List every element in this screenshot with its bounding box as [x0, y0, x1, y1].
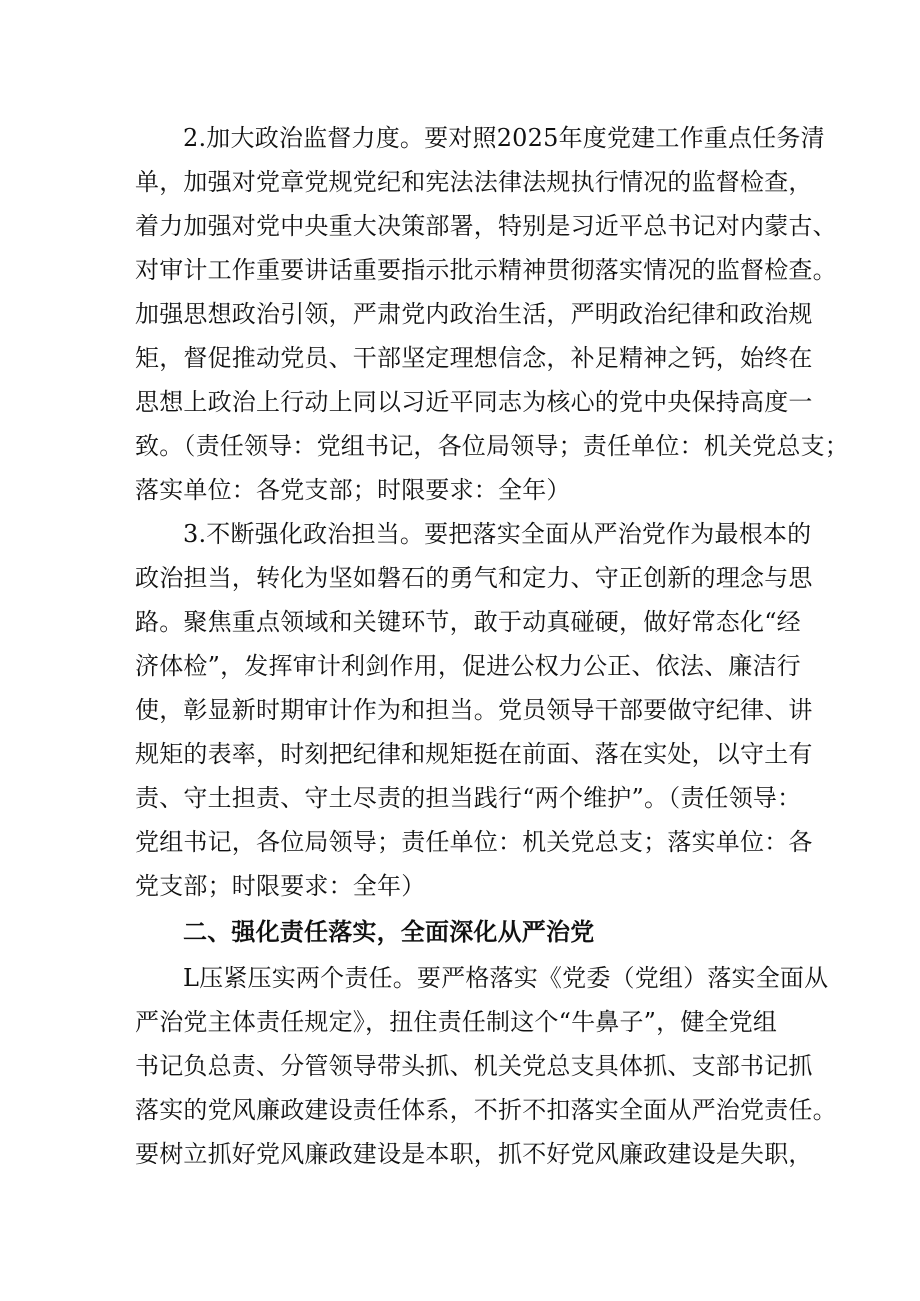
paragraph-1-line-3: 着力加强对党中央重大决策部署，特别是习近平总书记对内蒙古、	[135, 212, 837, 240]
paragraph-2-line-7: 责、守土担责、守土尽责的担当践行“两个维护”。（责任领导：	[135, 784, 802, 812]
paragraph-2-line-1: 3.不断强化政治担当。要把落实全面从严治党作为最根本的	[183, 520, 812, 548]
paragraph-1-line-1: 2.加大政治监督力度。要对照2025年度党建工作重点任务清	[183, 124, 825, 152]
section-heading: 二、强化责任落实，全面深化从严治党	[183, 917, 595, 946]
paragraph-2-line-5: 使，彰显新时期审计作为和担当。党员领导干部要做守纪律、讲	[135, 696, 813, 724]
paragraph-1-line-9: 落实单位：各党支部；时限要求：全年）	[135, 476, 571, 504]
paragraph-3-line-1: L压紧压实两个责任。要严格落实《党委（党组）落实全面从	[183, 964, 829, 992]
paragraph-1-line-7: 思想上政治上行动上同以习近平同志为核心的党中央保持高度一	[135, 388, 813, 416]
paragraph-2-line-4: 济体检”，发挥审计利剑作用，促进公权力公正、依法、廉洁行	[135, 652, 801, 680]
paragraph-2-line-3: 路。聚焦重点领域和关键环节，敢于动真碰硬，做好常态化“经	[135, 608, 801, 636]
paragraph-2-line-6: 规矩的表率，时刻把纪律和规矩挺在前面、落在实处，以守土有	[135, 740, 813, 768]
paragraph-1-line-4: 对审计工作重要讲话重要指示批示精神贯彻落实情况的监督检查。	[135, 256, 837, 284]
paragraph-1-line-6: 矩，督促推动党员、干部坚定理想信念，补足精神之钙，始终在	[135, 344, 813, 372]
paragraph-3-line-4: 落实的党风廉政建设责任体系，不折不扣落实全面从严治党责任。	[135, 1096, 837, 1124]
paragraph-1-line-5: 加强思想政治引领，严肃党内政治生活，严明政治纪律和政治规	[135, 300, 813, 328]
paragraph-3-line-2: 严治党主体责任规定》，扭住责任制这个“牛鼻子”，健全党组	[135, 1008, 778, 1036]
paragraph-2-line-2: 政治担当，转化为坚如磐石的勇气和定力、守正创新的理念与思	[135, 564, 813, 592]
paragraph-1-line-2: 单，加强对党章党规党纪和宪法法律法规执行情况的监督检查，	[135, 168, 813, 196]
paragraph-3-line-3: 书记负总责、分管领导带头抓、机关党总支具体抓、支部书记抓	[135, 1052, 813, 1080]
paragraph-1-line-8: 致。（责任领导：党组书记，各位局领导；责任单位：机关党总支；	[135, 432, 849, 460]
paragraph-3-line-5: 要树立抓好党风廉政建设是本职，抓不好党风廉政建设是失职，	[135, 1140, 813, 1168]
paragraph-2-line-8: 党组书记，各位局领导；责任单位：机关党总支；落实单位：各	[135, 828, 813, 856]
paragraph-2-line-9: 党支部；时限要求：全年）	[135, 872, 426, 900]
